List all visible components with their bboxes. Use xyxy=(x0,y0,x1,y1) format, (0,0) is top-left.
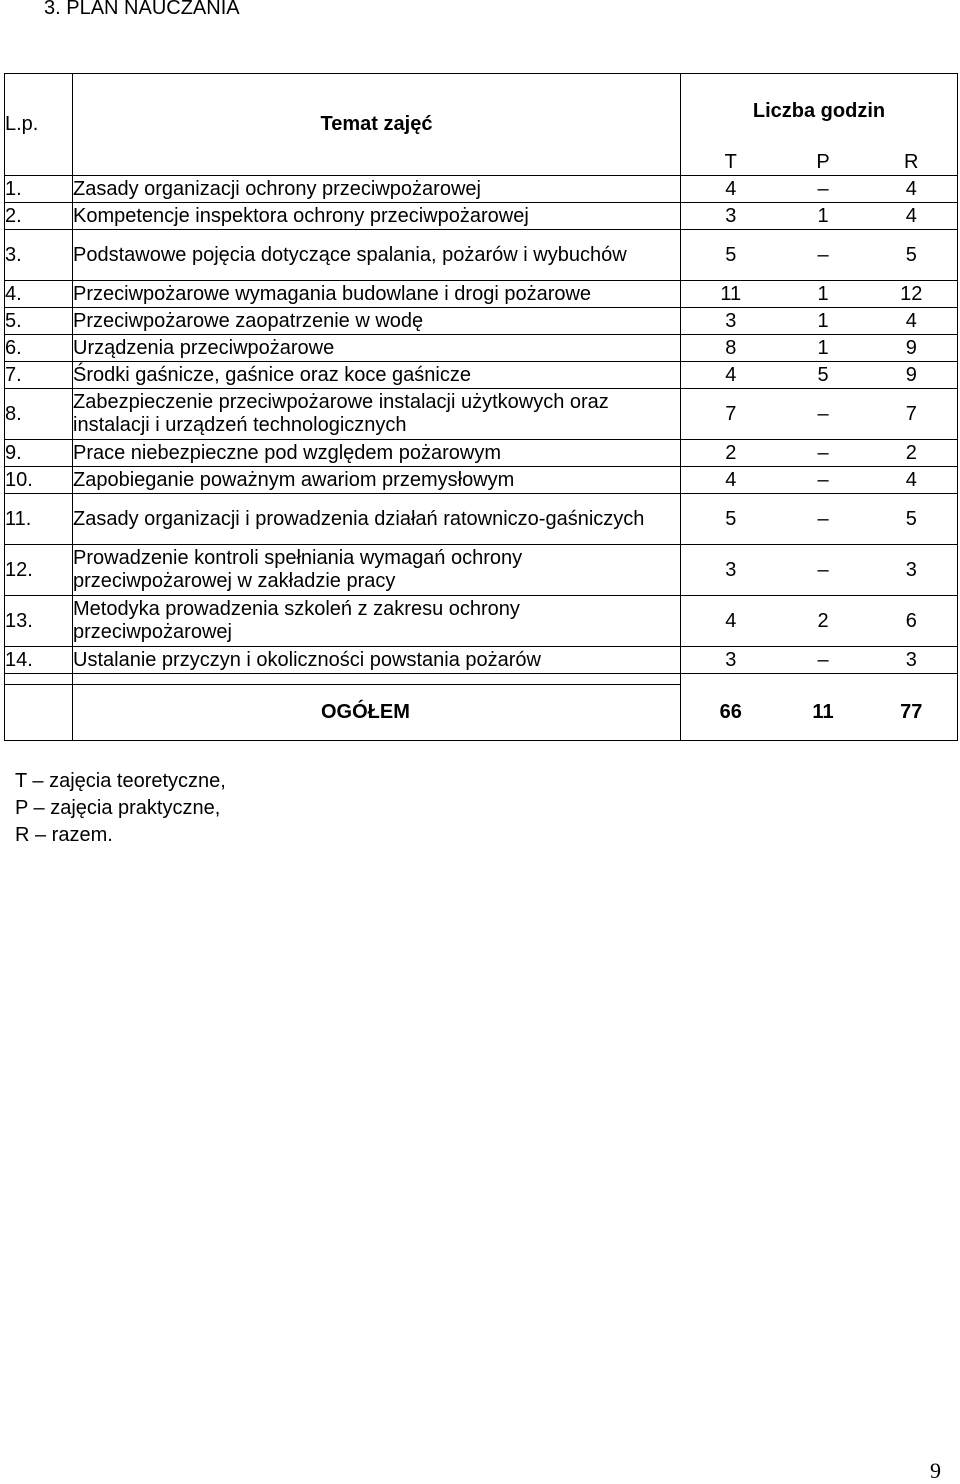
total-t-hours: 66 xyxy=(681,685,781,741)
plan-table xyxy=(4,73,958,741)
row-p-hours: 1 xyxy=(781,335,866,362)
spacer-cell xyxy=(781,674,866,685)
row-t-hours: 8 xyxy=(681,335,781,362)
table-row xyxy=(5,647,958,674)
row-lp: 3. xyxy=(5,230,73,281)
table-row xyxy=(5,389,958,440)
row-lp: 2. xyxy=(5,203,73,230)
row-p-hours: 1 xyxy=(781,281,866,308)
row-r-hours: 6 xyxy=(866,596,958,647)
row-lp: 5. xyxy=(5,308,73,335)
row-r-hours: 4 xyxy=(866,176,958,203)
table-row xyxy=(5,545,958,596)
row-topic: Przeciwpożarowe zaopatrzenie w wodę xyxy=(73,308,681,335)
row-t-hours: 3 xyxy=(681,647,781,674)
row-lp: 9. xyxy=(5,440,73,467)
table-row xyxy=(5,203,958,230)
page-number: 9 xyxy=(930,1458,941,1483)
row-r-hours: 3 xyxy=(866,545,958,596)
row-r-hours: 9 xyxy=(866,362,958,389)
header-topic: Temat zajęć xyxy=(73,74,681,176)
row-r-hours: 5 xyxy=(866,230,958,281)
header-hours: Liczba godzin xyxy=(681,74,958,150)
row-lp: 7. xyxy=(5,362,73,389)
row-topic: Zapobieganie poważnym awariom przemysłowym xyxy=(73,467,681,494)
row-r-hours: 2 xyxy=(866,440,958,467)
spacer-row xyxy=(5,674,958,685)
row-t-hours: 5 xyxy=(681,494,781,545)
table-row xyxy=(5,362,958,389)
header-col-r: R xyxy=(866,149,958,176)
table-row xyxy=(5,596,958,647)
row-p-hours: 1 xyxy=(781,308,866,335)
row-p-hours: 1 xyxy=(781,203,866,230)
legend-item-r: R – razem. xyxy=(15,824,113,846)
row-r-hours: 4 xyxy=(866,467,958,494)
spacer-cell xyxy=(866,674,958,685)
row-p-hours: – xyxy=(781,176,866,203)
row-lp: 4. xyxy=(5,281,73,308)
row-r-hours: 4 xyxy=(866,203,958,230)
row-lp: 8. xyxy=(5,389,73,440)
spacer-cell xyxy=(5,674,73,685)
spacer-cell xyxy=(73,674,681,685)
header-lp: L.p. xyxy=(5,74,73,176)
table-row xyxy=(5,230,958,281)
total-r-hours: 77 xyxy=(866,685,958,741)
row-r-hours: 7 xyxy=(866,389,958,440)
row-lp: 13. xyxy=(5,596,73,647)
row-r-hours: 12 xyxy=(866,281,958,308)
row-t-hours: 4 xyxy=(681,176,781,203)
row-p-hours: – xyxy=(781,230,866,281)
total-label: OGÓŁEM xyxy=(73,685,681,741)
table-row xyxy=(5,335,958,362)
table-row xyxy=(5,281,958,308)
row-topic: Metodyka prowadzenia szkoleń z zakresu ochrony przeciwpożarowej xyxy=(73,596,681,647)
row-topic: Urządzenia przeciwpożarowe xyxy=(73,335,681,362)
row-p-hours: – xyxy=(781,440,866,467)
row-lp: 6. xyxy=(5,335,73,362)
row-lp: 10. xyxy=(5,467,73,494)
row-topic: Zasady organizacji ochrony przeciwpożarowej xyxy=(73,176,681,203)
row-r-hours: 3 xyxy=(866,647,958,674)
header-col-p: P xyxy=(781,149,866,176)
row-p-hours: – xyxy=(781,389,866,440)
total-lp xyxy=(5,685,73,741)
legend-item-p: P – zajęcia praktyczne, xyxy=(15,797,221,819)
row-t-hours: 3 xyxy=(681,308,781,335)
table-row xyxy=(5,494,958,545)
spacer-cell xyxy=(681,674,781,685)
table-row xyxy=(5,308,958,335)
row-p-hours: – xyxy=(781,494,866,545)
row-topic: Prowadzenie kontroli spełniania wymagań ochrony przeciwpożarowej w zakładzie pracy xyxy=(73,545,681,596)
row-t-hours: 4 xyxy=(681,596,781,647)
legend xyxy=(15,768,226,849)
total-p-hours: 11 xyxy=(781,685,866,741)
row-t-hours: 7 xyxy=(681,389,781,440)
row-topic: Kompetencje inspektora ochrony przeciwpożarowej xyxy=(73,203,681,230)
row-topic: Zabezpieczenie przeciwpożarowe instalacji użytkowych oraz instalacji i urządzeń technologicznych xyxy=(73,389,681,440)
row-t-hours: 5 xyxy=(681,230,781,281)
row-r-hours: 9 xyxy=(866,335,958,362)
row-p-hours: 2 xyxy=(781,596,866,647)
row-t-hours: 3 xyxy=(681,203,781,230)
row-p-hours: – xyxy=(781,647,866,674)
table-row xyxy=(5,467,958,494)
row-t-hours: 11 xyxy=(681,281,781,308)
row-topic: Podstawowe pojęcia dotyczące spalania, pożarów i wybuchów xyxy=(73,230,681,281)
row-lp: 14. xyxy=(5,647,73,674)
row-t-hours: 3 xyxy=(681,545,781,596)
row-topic: Prace niebezpieczne pod względem pożarowym xyxy=(73,440,681,467)
row-t-hours: 2 xyxy=(681,440,781,467)
total-row xyxy=(5,685,958,741)
row-t-hours: 4 xyxy=(681,362,781,389)
row-topic: Ustalanie przyczyn i okoliczności powstania pożarów xyxy=(73,647,681,674)
row-lp: 1. xyxy=(5,176,73,203)
row-lp: 11. xyxy=(5,494,73,545)
row-t-hours: 4 xyxy=(681,467,781,494)
row-topic: Środki gaśnicze, gaśnice oraz koce gaśnicze xyxy=(73,362,681,389)
table-row xyxy=(5,176,958,203)
header-col-t: T xyxy=(681,149,781,176)
row-r-hours: 4 xyxy=(866,308,958,335)
table-row xyxy=(5,440,958,467)
row-topic: Zasady organizacji i prowadzenia działań ratowniczo-gaśniczych xyxy=(73,494,681,545)
row-p-hours: – xyxy=(781,545,866,596)
row-p-hours: 5 xyxy=(781,362,866,389)
legend-item-t: T – zajęcia teoretyczne, xyxy=(15,770,226,792)
table-header-row xyxy=(5,74,958,150)
row-p-hours: – xyxy=(781,467,866,494)
row-topic: Przeciwpożarowe wymagania budowlane i drogi pożarowe xyxy=(73,281,681,308)
row-lp: 12. xyxy=(5,545,73,596)
row-r-hours: 5 xyxy=(866,494,958,545)
section-title: 3. PLAN NAUCZANIA xyxy=(44,0,240,19)
